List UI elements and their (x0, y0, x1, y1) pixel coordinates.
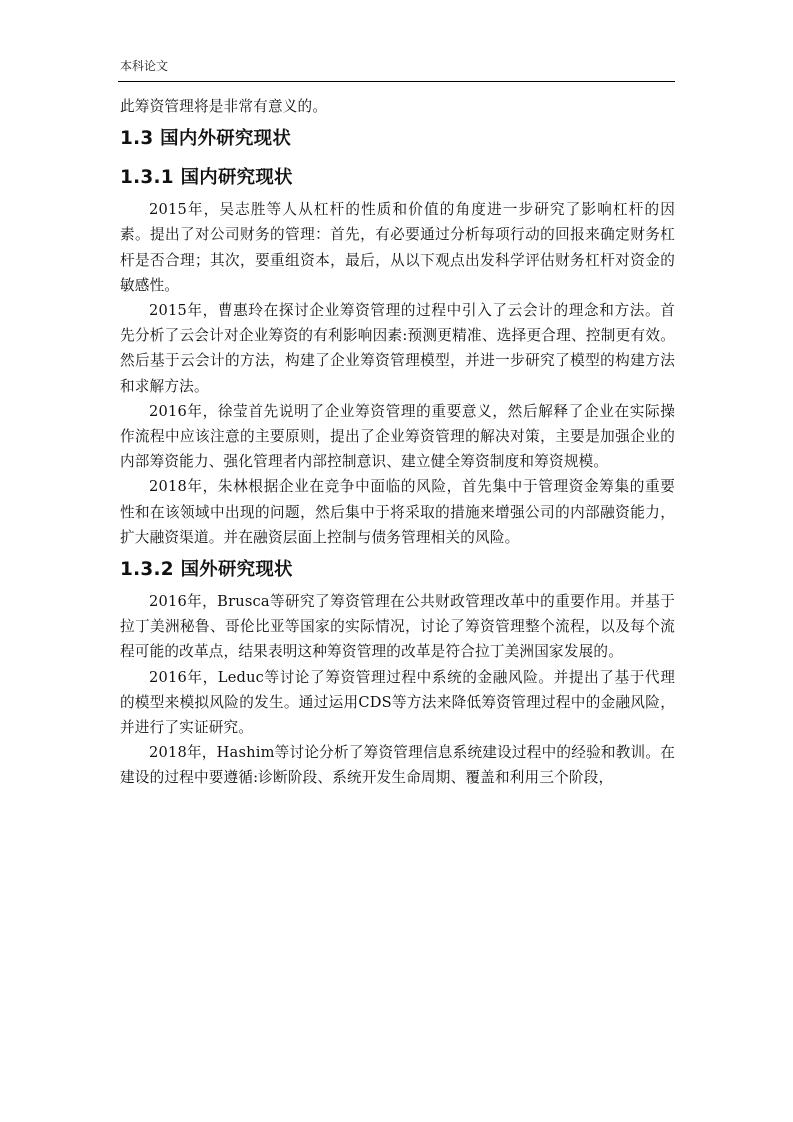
domestic-paragraph: 2015年，吴志胜等人从杠杆的性质和价值的角度进一步研究了影响杠杆的因素。提出了对公司财务的管理：首先，有必要通过分析每项行动的回报来确定财务杠杆是否合理；其次，要重组资本，最后，从以下观点出发科学评估财务杠杆对资金的敏感性。 (120, 201, 675, 294)
domestic-paragraph: 2018年，朱林根据企业在竞争中面临的风险，首先集中于管理资金筹集的重要性和在该领域中出现的问题，然后集中于将采取的措施来增强公司的内部融资能力，扩大融资渠道。并在融资层面上控制与债务管理相关的风险。 (120, 478, 675, 546)
section-heading: 1.3 国内外研究现状 (120, 128, 292, 150)
foreign-paragraph: 2016年，Leduc等讨论了筹资管理过程中系统的金融风险。并提出了基于代理的模型来模拟风险的发生。通过运用CDS等方法来降低筹资管理过程中的金融风险，并进行了实证研究。 (120, 668, 675, 737)
subsection-heading-foreign: 1.3.2 国外研究现状 (120, 559, 293, 581)
foreign-paragraph: 2018年，Hashim等讨论分析了筹资管理信息系统建设过程中的经验和教训。在建设的过程中要遵循:诊断阶段、系统开发生命周期、覆盖和利用三个阶段， (120, 744, 675, 787)
continuation-paragraph: 此筹资管理将是非常有意义的。 (120, 98, 328, 115)
document-body (120, 94, 675, 791)
domestic-paragraph: 2015年，曹惠玲在探讨企业筹资管理的过程中引入了云会计的理念和方法。首先分析了云会计对企业筹资的有利影响因素:预测更精准、选择更合理、控制更有效。然后基于云会计的方法，构建了企业筹资管理模型，并进一步研究了模型的构建方法和求解方法。 (120, 302, 675, 395)
header-divider (118, 81, 675, 82)
running-header: 本科论文 (120, 59, 169, 73)
foreign-paragraph: 2016年，Brusca等研究了筹资管理在公共财政管理改革中的重要作用。并基于拉丁美洲秘鲁、哥伦比亚等国家的实际情况，讨论了筹资管理整个流程，以及每个流程可能的改革点，结果表明这种筹资管理的改革是符合拉丁美洲国家发展的。 (120, 593, 675, 661)
domestic-paragraph: 2016年，徐莹首先说明了企业筹资管理的重要意义，然后解释了企业在实际操作流程中应该注意的主要原则，提出了企业筹资管理的解决对策，主要是加强企业的内部筹资能力、强化管理者内部控制意识、建立健全筹资制度和筹资规模。 (120, 402, 675, 471)
subsection-heading-domestic: 1.3.1 国内研究现状 (120, 167, 293, 189)
